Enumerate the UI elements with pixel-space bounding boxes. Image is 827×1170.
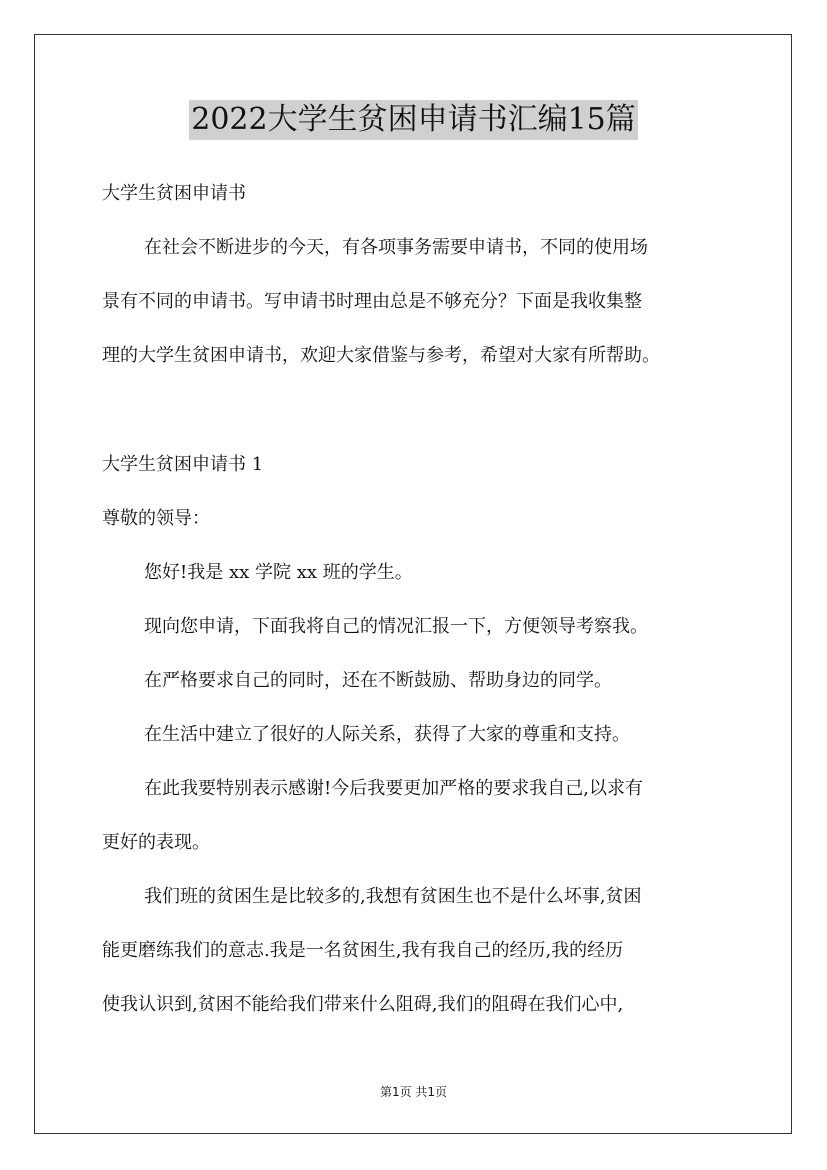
paragraph-line: 我们班的贫困生是比较多的,我想有贫困生也不是什么坏事,贫困: [144, 886, 642, 907]
paragraph-line: 理的大学生贫困申请书，欢迎大家借鉴与参考，希望对大家有所帮助。: [102, 345, 660, 366]
section-heading: 大学生贫困申请书 1: [102, 454, 264, 475]
title-container: [0, 100, 827, 140]
page-footer: 第1页 共1页: [379, 1085, 448, 1099]
salutation: 尊敬的领导：: [102, 508, 210, 529]
paragraph-line: 更好的表现。: [102, 832, 210, 853]
paragraph-line: 在生活中建立了很好的人际关系，获得了大家的尊重和支持。: [144, 724, 630, 745]
paragraph-line: 您好!我是 xx 学院 xx 班的学生。: [144, 562, 413, 583]
paragraph-line: 能更磨练我们的意志.我是一名贫困生,我有我自己的经历,我的经历: [102, 940, 624, 961]
section-heading: 大学生贫困申请书: [102, 183, 246, 204]
paragraph-line: 景有不同的申请书。写申请书时理由总是不够充分？下面是我收集整: [102, 291, 642, 312]
paragraph-line: 在此我要特别表示感谢!今后我要更加严格的要求我自己,以求有: [144, 778, 643, 799]
paragraph-line: 现向您申请，下面我将自己的情况汇报一下，方便领导考察我。: [144, 616, 648, 637]
paragraph-line: 在严格要求自己的同时，还在不断鼓励、帮助身边的同学。: [144, 670, 612, 691]
paragraph-line: 在社会不断进步的今天，有各项事务需要申请书，不同的使用场: [144, 237, 648, 258]
paragraph-line: 使我认识到,贫困不能给我们带来什么阻碍,我们的阻碍在我们心中,: [102, 994, 624, 1015]
document-title: 2022大学生贫困申请书汇编15篇: [189, 100, 638, 140]
